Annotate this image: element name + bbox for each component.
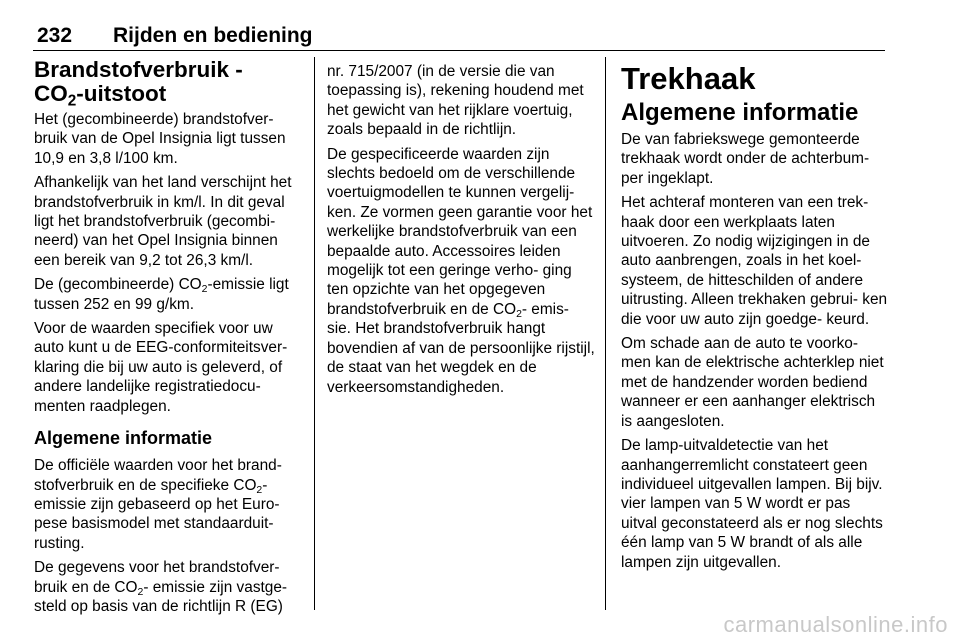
section-title: Rijden en bediening (113, 24, 313, 47)
paragraph: Het achteraf monteren van een trek- haak door een werkplaats laten uitvoeren. Zo nodig wijzigingen in de auto aanbrengen, zoals in het koel- systeem, de hitteschilden of andere uitrusting. Alleen trekhaken gebrui- ken die voor uw auto zijn goedge- keurd. (621, 194, 888, 328)
paragraph: De gespecificeerde waarden zijn slechts bedoeld om de verschillende voertuigmodellen te kunnen vergelij- ken. Ze vormen geen garantie voor het werkelijke brandstofverbruik van een bepaalde auto. Accessoires leiden mogelijk tot een geringe verho- ging ten opzichte van het opgegeven brandstofverbruik en de $CO_2-$ emis- sie. Het brandstofverbruik hangt bovendien af van de persoonlijke rijstijl, de staat van het wegdek en de verkeersomstandigheden. (327, 145, 595, 396)
heading-general-info: Algemene informatie (34, 428, 213, 449)
paragraph: De (gecombineerde) $CO_2$-emissie ligt tussen 252 en 99 g/km. (34, 276, 289, 313)
paragraph: De lamp-uitvaldetectie van het aanhangerremlicht constateert geen individueel uitgevallen lampen. Bij bijv. vier lampen van 5 W wordt er pas uitval geconstateerd als er nog slechts één lamp van 5 W brandt of als alle lampen zijn uitgevallen. (621, 437, 883, 571)
paragraph: De van fabriekswege gemonteerde trekhaak wordt onder de achterbum- per ingeklapt. (621, 131, 870, 187)
page-header (33, 22, 885, 51)
paragraph: Om schade aan de auto te voorko- men kan de elektrische achterklep niet met de handzender worden bediend wanneer er een aanhanger elektrisch is aangesloten. (621, 335, 884, 430)
heading-fuel-consumption: Brandstofverbruik - $CO_2$-uitstoot (34, 57, 243, 110)
heading-tow-bar: Trekhaak (621, 61, 756, 96)
column-divider-left (314, 57, 315, 610)
paragraph: Voor de waarden specifiek voor uw auto kunt u de EEG-conformiteitsver- klaring die bij uw auto is geleverd, of andere landelijke registratiedocu- menten raadplegen. (34, 320, 288, 415)
column-2 (327, 62, 595, 402)
column-1 (34, 58, 300, 621)
paragraph: Afhankelijk van het land verschijnt het brandstofverbruik in km/l. In dit geval ligt het brandstofverbruik (gecombi- neerd) van het Opel Insignia binnen een bereik van 9,2 tot 26,3 km/l. (34, 174, 292, 269)
page-number: 232 (37, 24, 73, 47)
paragraph: De officiële waarden voor het brand- stofverbruik en de specifieke $CO_2-$ emissie zijn gebaseerd op het Euro- pese basismodel met standaarduit- rusting. (34, 457, 282, 552)
paragraph: De gegevens voor het brandstofver- bruik en de $CO_2-$ emissie zijn vastge- steld op basis van de richtlijn R (EG) (34, 559, 288, 615)
heading-general-info: Algemene informatie (621, 99, 859, 126)
watermark: carmanualsonline.info (723, 612, 948, 637)
paragraph: nr. 715/2007 (in de versie die van toepassing is), rekening houdend met het gewicht van het rijklare voertuig, zoals bepaald in de richtlijn. (327, 63, 584, 139)
column-divider-right (605, 57, 606, 610)
paragraph: Het (gecombineerde) brandstofver- bruik van de Opel Insignia ligt tussen 10,9 en 3,8 l/100 km. (34, 111, 286, 167)
column-3 (621, 60, 889, 577)
